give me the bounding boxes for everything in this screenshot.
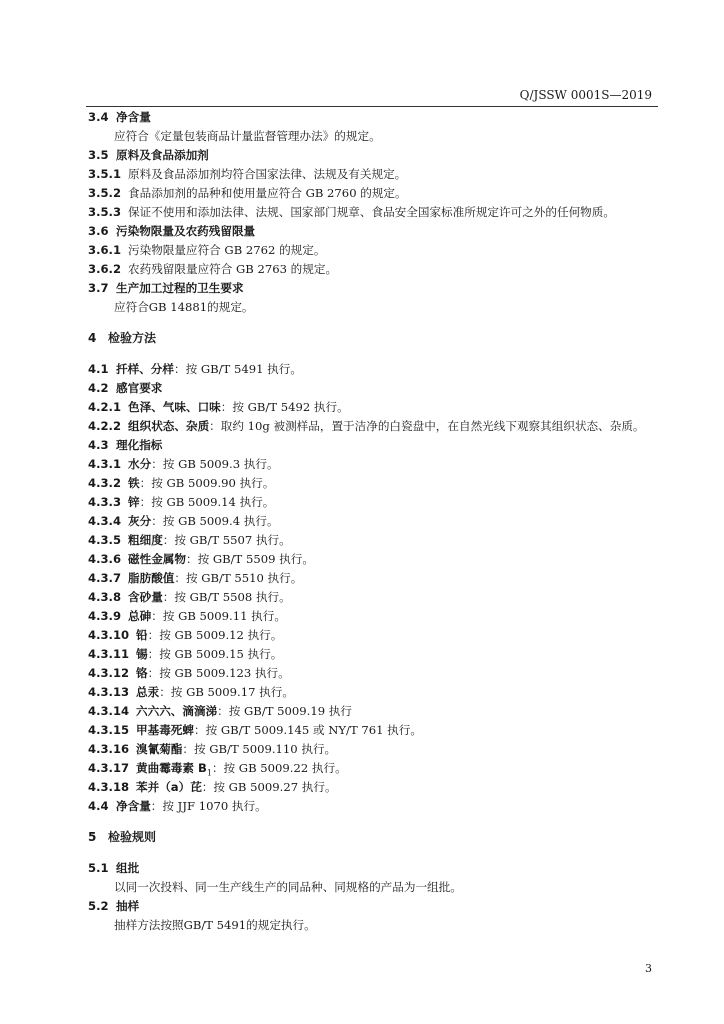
section-4-heading: 4 检验方法 [88, 331, 157, 345]
header-divider [86, 106, 658, 107]
clause-3-4-heading: 3.4 净含量 [88, 110, 151, 124]
clause-4-3-3: 4.3.3 锌：按 GB 5009.14 执行。 [88, 495, 275, 509]
clause-5-1-text: 以同一次投料、同一生产线生产的同品种、同规格的产品为一组批。 [114, 880, 462, 894]
clause-3-6-heading: 3.6 污染物限量及农药残留限量 [88, 224, 256, 238]
clause-4-1: 4.1 扦样、分样：按 GB/T 5491 执行。 [88, 362, 302, 376]
clause-4-3-17: 4.3.17 黄曲霉毒素 $B_1$：按 GB 5009.22 执行。 [88, 761, 347, 778]
page-number: 3 [645, 962, 652, 975]
clause-4-3-7: 4.3.7 脂肪酸值：按 GB/T 5510 执行。 [88, 571, 303, 585]
clause-5-2-heading: 5.2 抽样 [88, 899, 140, 913]
clause-3-6-1: 3.6.1 污染物限量应符合 GB 2762 的规定。 [88, 243, 326, 257]
clause-4-2-heading: 4.2 感官要求 [88, 381, 163, 395]
clause-3-7-text: 应符合GB 14881的规定。 [114, 300, 254, 314]
clause-3-5-1: 3.5.1 原料及食品添加剂均符合国家法律、法规及有关规定。 [88, 167, 407, 181]
clause-4-3-8: 4.3.8 含砂量：按 GB/T 5508 执行。 [88, 590, 291, 604]
clause-4-3-5: 4.3.5 粗细度：按 GB/T 5507 执行。 [88, 533, 291, 547]
clause-4-3-4: 4.3.4 灰分：按 GB 5009.4 执行。 [88, 514, 279, 528]
clause-4-3-14: 4.3.14 六六六、滴滴涕：按 GB/T 5009.19 执行 [88, 704, 352, 718]
clause-4-3-16: 4.3.16 溴氰菊酯：按 GB/T 5009.110 执行。 [88, 742, 337, 756]
clause-4-3-18: 4.3.18 苯并（a）芘：按 GB 5009.27 执行。 [88, 780, 337, 794]
clause-3-5-3: 3.5.3 保证不使用和添加法律、法规、国家部门规章、食品安全国家标准所规定许可之外的任何物质。 [88, 205, 615, 219]
clause-4-3-10: 4.3.10 铅：按 GB 5009.12 执行。 [88, 628, 283, 642]
document-body [88, 108, 658, 935]
section-5-heading: 5 检验规则 [88, 830, 157, 844]
clause-3-5-heading: 3.5 原料及食品添加剂 [88, 148, 209, 162]
clause-4-3-13: 4.3.13 总汞：按 GB 5009.17 执行。 [88, 685, 294, 699]
clause-4-2-1: 4.2.1 色泽、气味、口味：按 GB/T 5492 执行。 [88, 400, 349, 414]
clause-5-1-heading: 5.1 组批 [88, 861, 140, 875]
clause-3-5-2: 3.5.2 食品添加剂的品种和使用量应符合 GB 2760 的规定。 [88, 186, 407, 200]
clause-4-3-1: 4.3.1 水分：按 GB 5009.3 执行。 [88, 457, 279, 471]
clause-5-2-text: 抽样方法按照GB/T 5491的规定执行。 [114, 918, 316, 932]
clause-4-3-2: 4.3.2 铁：按 GB 5009.90 执行。 [88, 476, 275, 490]
clause-4-3-6: 4.3.6 磁性金属物：按 GB/T 5509 执行。 [88, 552, 314, 566]
clause-4-2-2: 4.2.2 组织状态、杂质：取约 10g 被测样品，置于洁净的白瓷盘中，在自然光线下观察其组织状态、杂质。 [88, 419, 645, 433]
clause-4-3-12: 4.3.12 铬：按 GB 5009.123 执行。 [88, 666, 290, 680]
clause-4-3-11: 4.3.11 锡：按 GB 5009.15 执行。 [88, 647, 283, 661]
standard-code: Q/JSSW 0001S—2019 [519, 88, 652, 102]
clause-4-3-9: 4.3.9 总砷：按 GB 5009.11 执行。 [88, 609, 286, 623]
clause-4-4: 4.4 净含量：按 JJF 1070 执行。 [88, 799, 267, 813]
clause-4-3-heading: 4.3 理化指标 [88, 438, 163, 452]
clause-3-7-heading: 3.7 生产加工过程的卫生要求 [88, 281, 244, 295]
clause-4-3-15: 4.3.15 甲基毒死蜱：按 GB/T 5009.145 或 NY/T 761 执行。 [88, 723, 422, 737]
clause-3-4-text: 应符合《定量包装商品计量监督管理办法》的规定。 [114, 129, 381, 143]
clause-3-6-2: 3.6.2 农药残留限量应符合 GB 2763 的规定。 [88, 262, 338, 276]
